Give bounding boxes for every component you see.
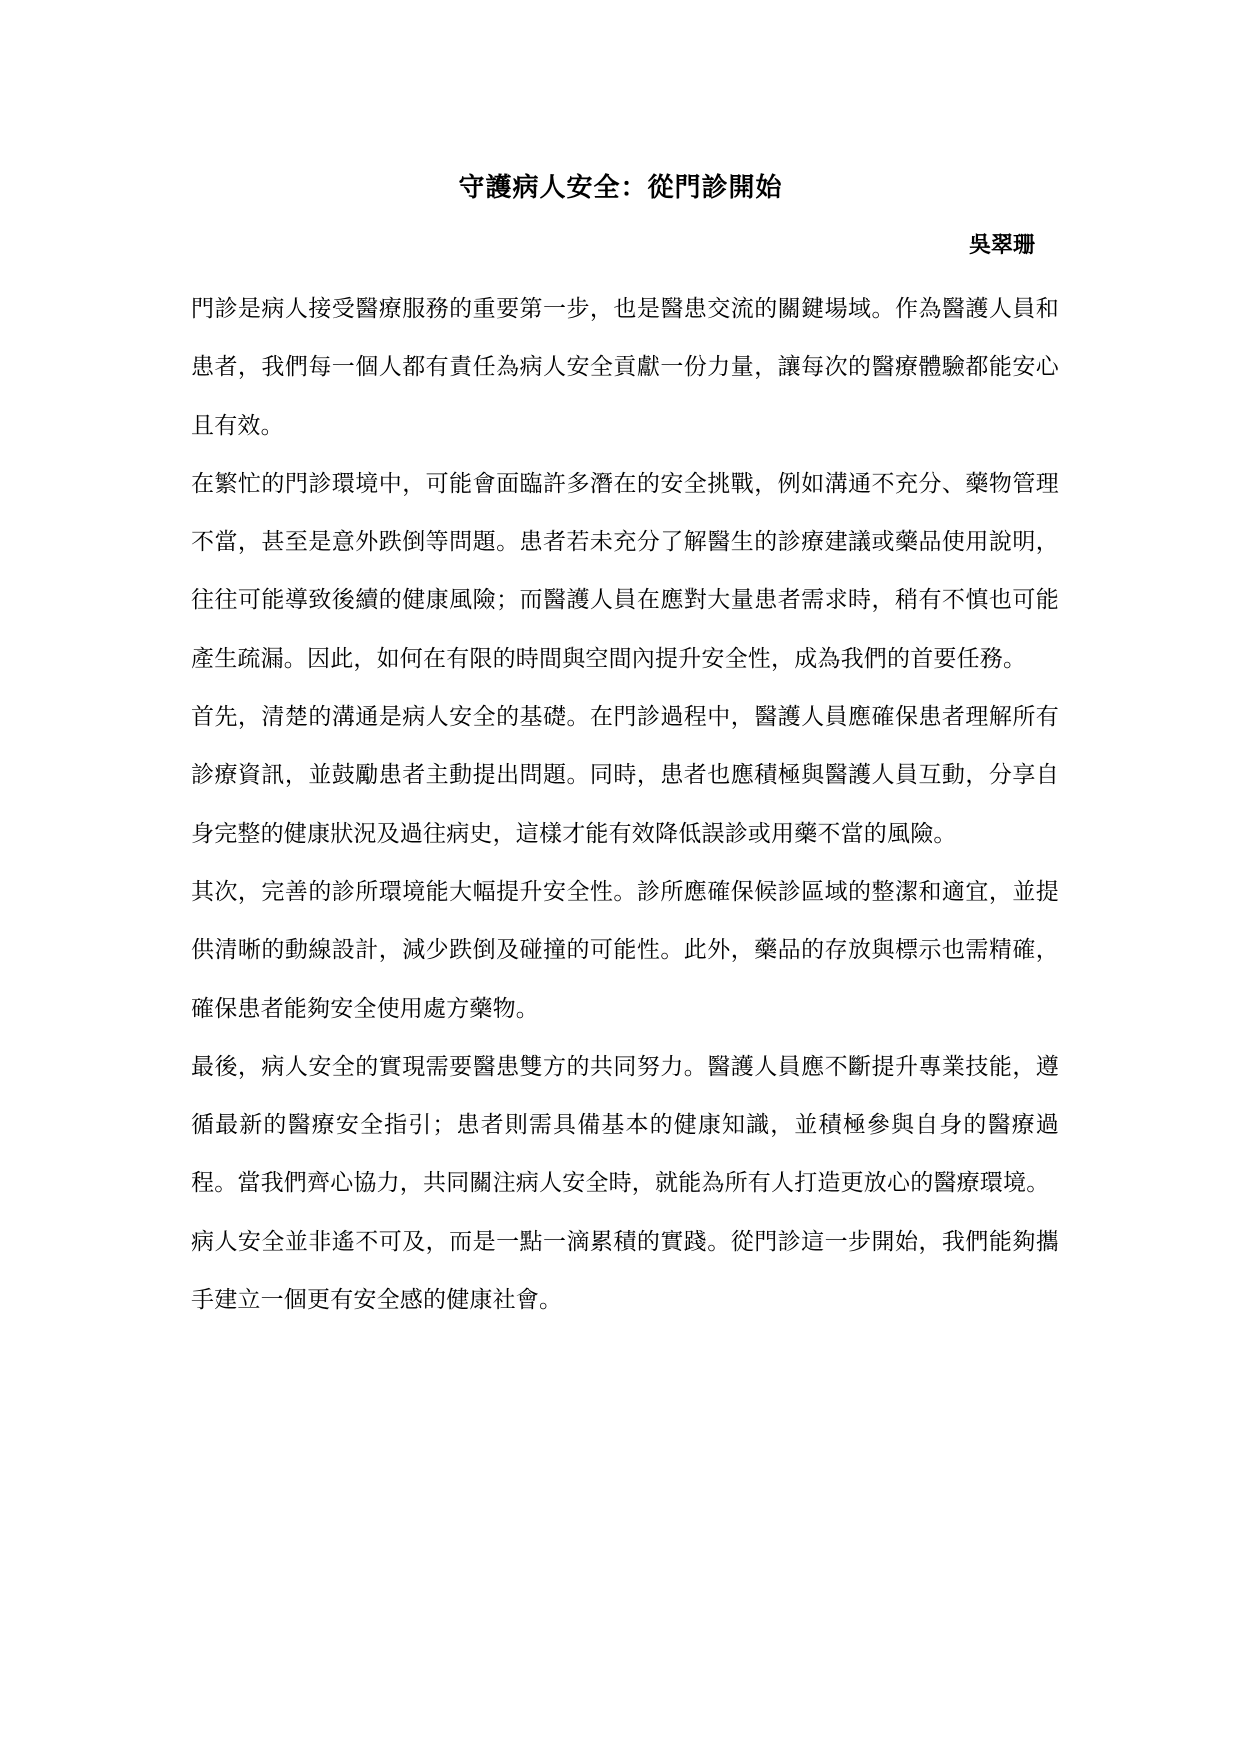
document-body (191, 280, 1059, 1329)
author-name: 吳翠珊 (968, 233, 1035, 258)
paragraph: 病人安全並非遙不可及，而是一點一滴累積的實踐。從門診這一步開始，我們能夠攜手建立一個更有安全感的健康社會。 (191, 1228, 1059, 1314)
paragraph: 門診是病人接受醫療服務的重要第一步，也是醫患交流的關鍵場域。作為醫護人員和患者，我們每一個人都有責任為病人安全貢獻一份力量，讓每次的醫療體驗都能安心且有效。 (191, 296, 1059, 439)
document-title: 守護病人安全：從門診開始 (458, 173, 783, 203)
paragraph: 在繁忙的門診環境中，可能會面臨許多潛在的安全挑戰，例如溝通不充分、藥物管理不當，甚至是意外跌倒等問題。患者若未充分了解醫生的診療建議或藥品使用說明，往往可能導致後續的健康風險；而醫護人員在應對大量患者需求時，稍有不慎也可能產生疏漏。因此，如何在有限的時間與空間內提升安全性，成為我們的首要任務。 (191, 470, 1059, 672)
paragraph: 首先，清楚的溝通是病人安全的基礎。在門診過程中，醫護人員應確保患者理解所有診療資訊，並鼓勵患者主動提出問題。同時，患者也應積極與醫護人員互動，分享自身完整的健康狀況及過往病史，這樣才能有效降低誤診或用藥不當的風險。 (191, 704, 1059, 847)
paragraph: 其次，完善的診所環境能大幅提升安全性。診所應確保候診區域的整潔和適宜，並提供清晰的動線設計，減少跌倒及碰撞的可能性。此外，藥品的存放與標示也需精確，確保患者能夠安全使用處方藥物。 (191, 878, 1059, 1022)
paragraph: 最後，病人安全的實現需要醫患雙方的共同努力。醫護人員應不斷提升專業技能，遵循最新的醫療安全指引；患者則需具備基本的健康知識，並積極參與自身的醫療過程。當我們齊心協力，共同關注病人安全時，就能為所有人打造更放心的醫療環境。 (191, 1053, 1059, 1197)
